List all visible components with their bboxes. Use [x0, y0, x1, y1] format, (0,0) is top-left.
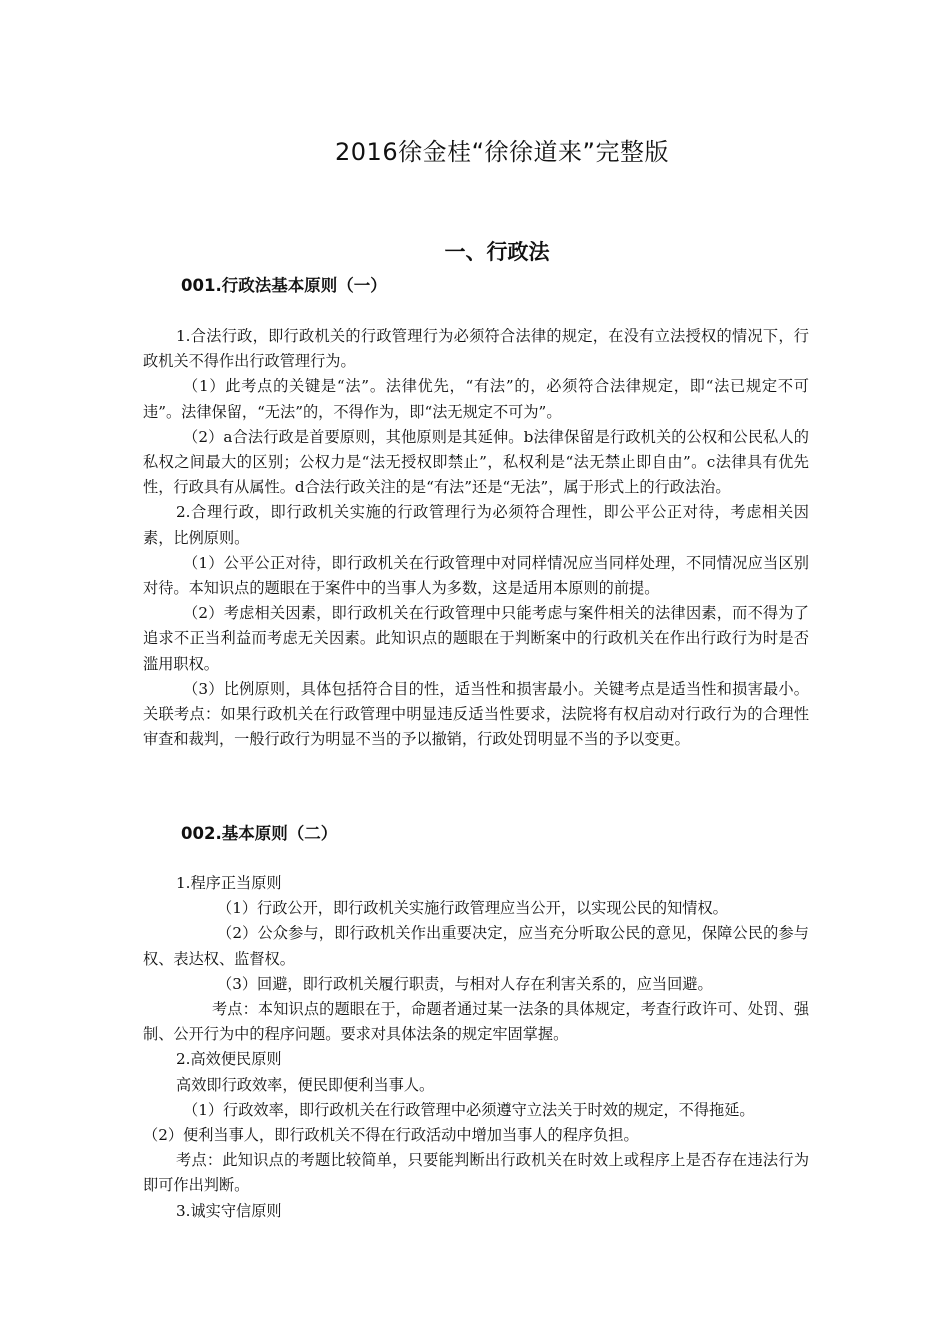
paragraph: 2.高效便民原则 [176, 1050, 282, 1069]
paragraph: （2）a合法行政是首要原则，其他原则是其延伸。b法律保留是行政机关的公权和公民私人的私权之间最大的区别；公权力是“法无授权即禁止”，私权利是“法无禁止即自由”。c法律具有优先性，行政具有从属性。d合法行政关注的是“有法”还是“无法”，属于形式上的行政法治。 [143, 427, 809, 497]
paragraph: 考点：此知识点的考题比较简单，只要能判断出行政机关在时效上或程序上是否存在违法行为即可作出判断。 [143, 1151, 809, 1195]
paragraph: 1.合法行政，即行政机关的行政管理行为必须符合法律的规定，在没有立法授权的情况下，行政机关不得作出行政管理行为。 [143, 327, 809, 371]
section-body-002 [143, 871, 809, 1224]
paragraph: 考点：本知识点的题眼在于，命题者通过某一法条的具体规定，考查行政许可、处罚、强制、公开行为中的程序问题。要求对具体法条的规定牢固掌握。 [143, 1000, 809, 1044]
paragraph: （1）此考点的关键是“法”。法律优先，“有法”的，必须符合法律规定，即“法已规定不可违”。法律保留，“无法”的，不得作为，即“法无规定不可为”。 [143, 377, 809, 421]
paragraph: 1.程序正当原则 [176, 874, 282, 892]
part-title: 一、行政法 [444, 240, 550, 264]
section-heading-002: 002.基本原则（二） [181, 824, 338, 843]
document-title: 2016徐金桂“徐徐道来”完整版 [335, 138, 669, 166]
paragraph: （1）行政效率，即行政机关在行政管理中必须遵守立法关于时效的规定，不得拖延。 [183, 1100, 755, 1119]
paragraph: （3）回避，即行政机关履行职责，与相对人存在利害关系的，应当回避。 [217, 974, 713, 993]
paragraph: （2）公众参与，即行政机关作出重要决定，应当充分听取公民的意见，保障公民的参与权、表达权、监督权。 [143, 924, 809, 968]
paragraph: （3）比例原则，具体包括符合目的性，适当性和损害最小。关键考点是适当性和损害最小。关联考点：如果行政机关在行政管理中明显违反适当性要求，法院将有权启动对行政行为的合理性审查和裁判，一般行政行为明显不当的予以撤销，行政处罚明显不当的予以变更。 [143, 679, 809, 749]
section-body-001 [143, 324, 809, 752]
paragraph: （2）考虑相关因素，即行政机关在行政管理中只能考虑与案件相关的法律因素，而不得为了追求不正当利益而考虑无关因素。此知识点的题眼在于判断案中的行政机关在作出行政行为时是否滥用职权。 [143, 604, 809, 673]
paragraph: （2）便利当事人，即行政机关不得在行政活动中增加当事人的程序负担。 [143, 1126, 639, 1145]
paragraph: 3.诚实守信原则 [176, 1201, 282, 1220]
section-heading-001: 001.行政法基本原则（一） [181, 276, 387, 295]
paragraph: （1）行政公开，即行政机关实施行政管理应当公开，以实现公民的知情权。 [217, 899, 728, 918]
paragraph: 2.合理行政，即行政机关实施的行政管理行为必须符合理性，即公平公正对待，考虑相关因素，比例原则。 [143, 503, 809, 547]
paragraph: 高效即行政效率，便民即便利当事人。 [176, 1075, 435, 1094]
paragraph: （1）公平公正对待，即行政机关在行政管理中对同样情况应当同样处理，不同情况应当区别对待。本知识点的题眼在于案件中的当事人为多数，这是适用本原则的前提。 [143, 553, 809, 598]
